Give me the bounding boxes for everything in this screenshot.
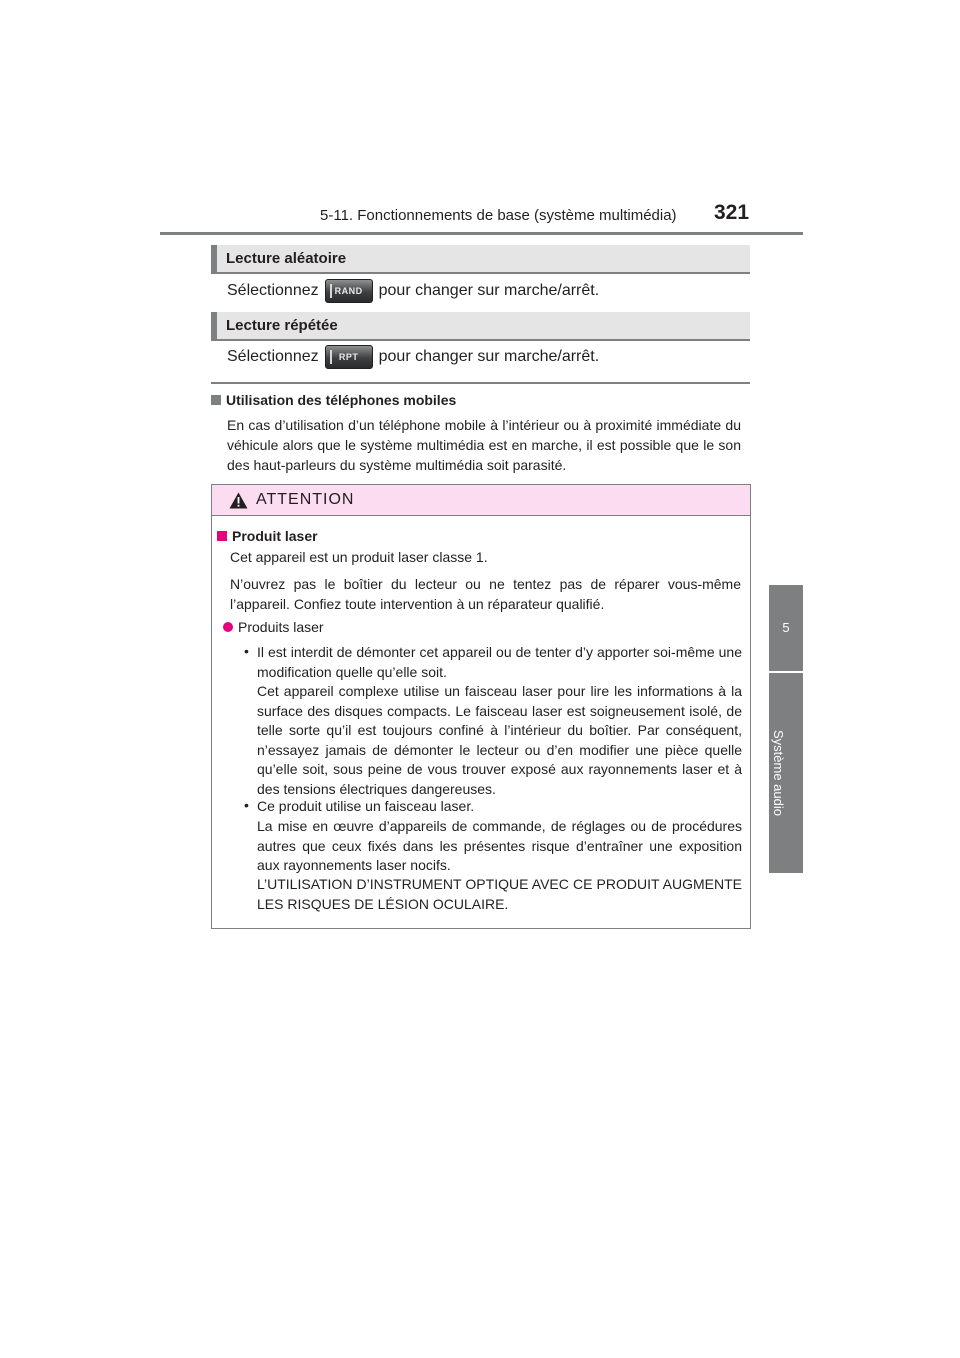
side-tab-number: 5 [769,585,803,671]
bullet-2-line-3: L’UTILISATION D’INSTRUMENT OPTIQUE AVEC CE PRODUIT AUGMENTE LES RISQUES DE LÉSION OCULAIRE. [257,876,742,912]
instruction-text-before: Sélectionnez [227,348,319,365]
square-bullet-icon [211,395,221,405]
note-heading [211,392,456,408]
section-divider [211,382,750,384]
instruction-repeat [227,345,599,369]
laser-subheading-text: Produits laser [238,619,324,635]
bullet-mark: • [244,643,249,659]
section-heading-repeat [211,312,750,341]
laser-heading [216,528,318,544]
note-body: En cas d’utilisation d’un téléphone mobile à l’intérieur ou à proximité immédiate du véhicule alors que le système multimédia est en marche, il est possible que le son des haut-parleurs du système multimédia soit parasité. [227,417,741,473]
bullet-1-line-1: Il est interdit de démonter cet appareil ou de tenter d’y apporter soi-même une modification quelle qu’elle soit. [257,644,742,680]
circle-bullet-icon [223,622,233,632]
laser-heading-text: Produit laser [232,528,318,544]
header-title: 5-11. Fonctionnements de base (système multimédia) [320,207,677,224]
instruction-text-after: pour changer sur marche/arrêt. [378,348,600,365]
laser-paragraph-2: N’ouvrez pas le boîtier du lecteur ou ne tentez pas de réparer vous-même l’appareil. Confiez toute intervention à un réparateur qualifié. [230,576,741,612]
bullet-2-line-1: Ce produit utilise un faisceau laser. [257,798,475,814]
bullet-mark: • [244,797,249,813]
attention-box [211,484,751,929]
section-heading-text: Lecture aléatoire [226,250,347,267]
bullet-1-line-2: Cet appareil complexe utilise un faisceau laser pour lire les informations à la surface des disques compacts. Le faisceau laser est soigneusement isolé, de telle sorte qu’il est toujours confiné à l’intérieur du boîtier. Par conséquent, n’essayez jamais de démonter le lecteur ou d’en modifier une pièce quelle qu’elle soit, sous peine de vous trouver exposé aux rayonnements laser et à des tensions électriques dangereuses. [257,683,742,797]
bullet-2-line-2: La mise en œuvre d’appareils de commande, de réglages ou de procédures autres que ceux fixés dans les présentes risque d’entraîner une exposition aux rayonnements laser nocifs. [257,818,742,874]
laser-subheading [223,619,324,635]
attention-title: ATTENTION [256,491,355,508]
side-tab-label: Système audio [771,730,786,816]
instruction-text-before: Sélectionnez [227,282,319,299]
laser-paragraph-1: Cet appareil est un produit laser classe 1. [230,549,488,565]
instruction-text-after: pour changer sur marche/arrêt. [378,282,600,299]
square-bullet-icon [217,531,227,541]
instruction-shuffle [227,279,599,303]
section-heading-text: Lecture répétée [226,317,338,334]
heading-bar [211,312,217,339]
heading-bar [211,245,217,272]
rand-button-image: RAND [325,279,373,303]
section-heading-shuffle [211,245,750,274]
note-heading-text: Utilisation des téléphones mobiles [226,392,457,408]
page-number: 321 [714,201,750,224]
header-rule [160,232,803,235]
attention-header [212,485,750,516]
warning-triangle-icon [229,492,248,509]
rpt-button-image: RPT [325,345,373,369]
